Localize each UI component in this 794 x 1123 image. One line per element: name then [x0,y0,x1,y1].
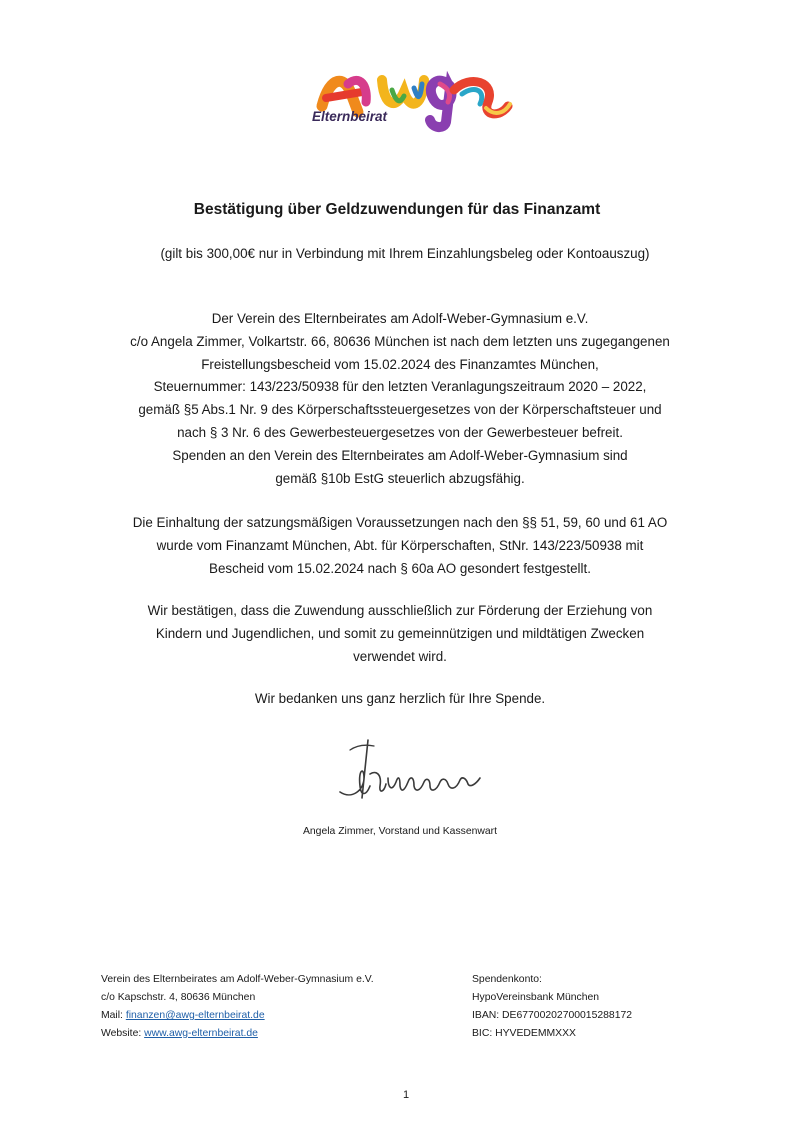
text-line: verwendet wird. [353,648,447,664]
footer-mail-row [101,1007,374,1025]
footer-iban: IBAN: DE67700202700015288172 [472,1010,633,1021]
text-line: Der Verein des Elternbeirates am Adolf-Weber-Gymnasium e.V. [211,311,589,326]
text-line: c/o Angela Zimmer, Volkartstr. 66, 80636 München ist nach dem letzten uns zugegangenen [130,333,670,349]
footer-website-row [101,1025,374,1043]
footer-donation-account-label: Spendenkonto: [472,974,542,985]
footer-bic: BIC: HYVEDEMMXXX [472,1028,576,1039]
footer-address: c/o Kapschstr. 4, 80636 München [101,992,256,1003]
footer-association-info [101,971,374,1043]
text-line: Spenden an den Verein des Elternbeirates am Adolf-Weber-Gymnasium sind [172,447,628,463]
text-line: Kindern und Jugendlichen, und somit zu gemeinnützigen und mildtätigen Zwecken [155,625,645,641]
footer-website-link[interactable]: www.awg-elternbeirat.de [144,1028,258,1039]
document-subtitle: (gilt bis 300,00€ nur in Verbindung mit Ihrem Einzahlungsbeleg oder Kontoauszug) [160,246,650,261]
text-line: Wir bestätigen, dass die Zuwendung ausschließlich zur Förderung der Erziehung von [147,603,653,618]
text-line: Wir bedanken uns ganz herzlich für Ihre Spende. [254,691,546,706]
awg-logo-graphic [300,66,520,136]
text-line: gemäß §5 Abs.1 Nr. 9 des Körperschaftssteuergesetzes von der Körperschaftsteuer und [138,402,662,418]
footer-mail-label: Mail: [101,1010,126,1021]
footer-mail-link[interactable]: finanzen@awg-elternbeirat.de [125,1010,265,1021]
handwritten-signature [330,730,490,810]
text-line: Steuernummer: 143/223/50938 für den letzten Veranlagungszeitraum 2020 – 2022, [153,379,647,395]
footer-association-name: Verein des Elternbeirates am Adolf-Weber-Gymnasium e.V. [101,974,374,985]
elternbeirat-logo [300,66,520,136]
footer-website-label: Website: [101,1028,145,1039]
paragraph-thanks [80,688,720,711]
text-line: wurde vom Finanzamt München, Abt. für Körperschaften, StNr. 143/223/50938 mit [156,537,644,553]
page-number: 1 [402,1089,410,1101]
footer-bank-info [472,971,632,1043]
logo-text: Elternbeirat [312,109,388,124]
paragraph-statutory-requirements [80,512,720,580]
paragraph-tax-exemption [80,308,720,490]
paragraph-confirmation [80,600,720,668]
text-line: Die Einhaltung der satzungsmäßigen Voraussetzungen nach den §§ 51, 59, 60 und 61 AO [132,515,668,530]
text-line: nach § 3 Nr. 6 des Gewerbesteuergesetzes von der Gewerbesteuer befreit. [177,424,623,440]
signature-caption: Angela Zimmer, Vorstand und Kassenwart [302,826,498,837]
text-line: Bescheid vom 15.02.2024 nach § 60a AO gesondert festgestellt. [209,560,591,576]
text-line: gemäß §10b EstG steuerlich abzugsfähig. [275,470,525,486]
document-title: Bestätigung über Geldzuwendungen für das Finanzamt [193,201,601,218]
text-line: Freistellungsbescheid vom 15.02.2024 des Finanzamtes München, [201,356,599,372]
footer-bank-name: HypoVereinsbank München [472,992,600,1003]
